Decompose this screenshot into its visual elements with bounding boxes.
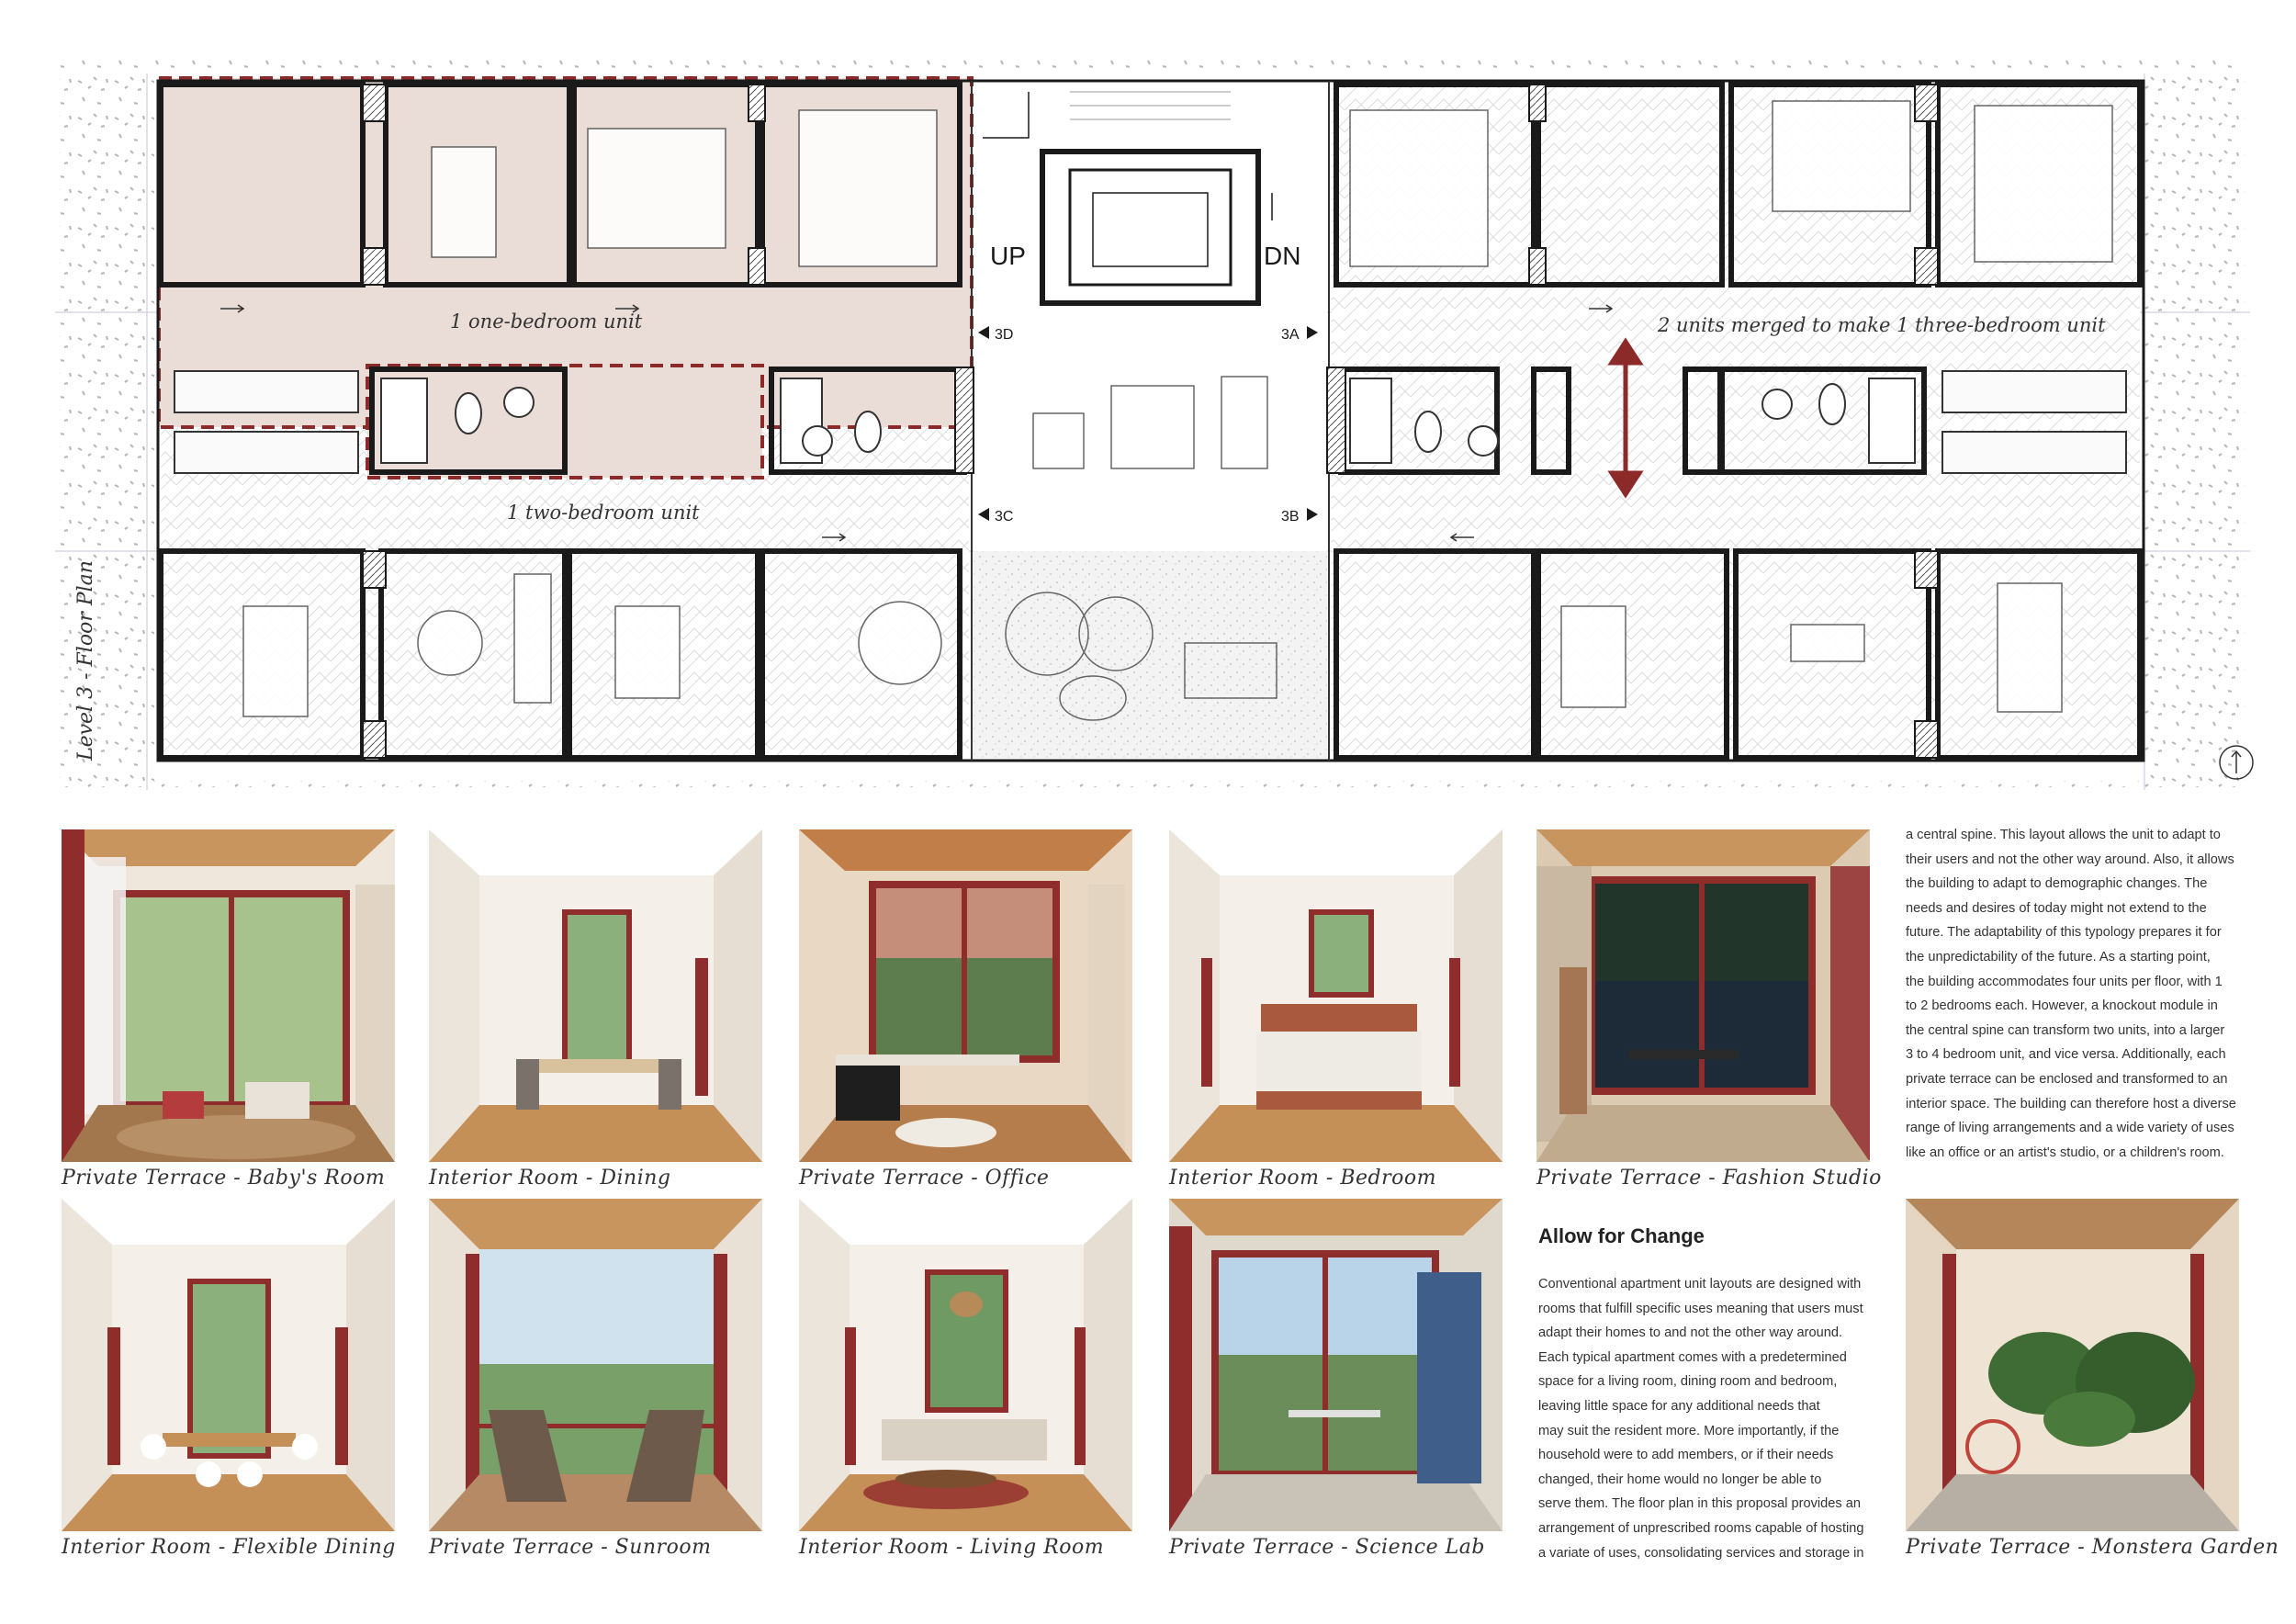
unit-tag-3a: 3A <box>1281 327 1300 343</box>
floor-plan <box>0 0 2296 808</box>
body-text-col-1 <box>1538 1272 1874 1565</box>
text-line: future. The adaptability of this typology prepares it for <box>1906 925 2222 941</box>
text-line: household were to add members, or if their needs <box>1538 1448 1834 1463</box>
caption-flexible-dining: Interior Room - Flexible Dining <box>62 1536 396 1559</box>
caption-fashion-studio: Private Terrace - Fashion Studio <box>1536 1167 1882 1190</box>
caption-monstera-garden: Private Terrace - Monstera Garden <box>1906 1536 2279 1559</box>
text-line: 3 to 4 bedroom unit, and vice versa. Additionally, each <box>1906 1047 2226 1063</box>
rendering-monstera-garden <box>1906 1199 2239 1531</box>
text-line: Conventional apartment unit layouts are designed with <box>1538 1277 1862 1291</box>
caption-science-lab: Private Terrace - Science Lab <box>1169 1536 1485 1559</box>
text-line: changed, their home would no longer be able to <box>1538 1472 1822 1487</box>
rendering-bedroom <box>1169 829 1503 1162</box>
text-line: a variate of uses, consolidating services and storage in <box>1538 1545 1864 1561</box>
text-line: range of living arrangements and a wide variety of uses <box>1906 1121 2234 1136</box>
caption-office: Private Terrace - Office <box>799 1167 1050 1190</box>
rendering-dining <box>429 829 762 1162</box>
rendering-science-lab <box>1169 1199 1503 1531</box>
caption-sunroom: Private Terrace - Sunroom <box>429 1536 712 1559</box>
rendering-living-room <box>799 1199 1132 1531</box>
caption-bedroom: Interior Room - Bedroom <box>1169 1167 1437 1190</box>
text-line: their users and not the other way around. Also, it allows <box>1906 851 2234 867</box>
rendering-flexible-dining <box>62 1199 395 1531</box>
text-line: a central spine. This layout allows the unit to adapt to <box>1906 828 2221 842</box>
text-line: rooms that fulfill specific uses meaning that users must <box>1538 1301 1863 1316</box>
rendering-fashion-studio <box>1536 829 1870 1162</box>
body-text-col-2 <box>1906 823 2241 1165</box>
text-line: needs and desires of today might not extend to the <box>1906 900 2207 916</box>
text-line: the central spine can transform two units, into a larger <box>1906 1022 2225 1038</box>
annotation-two-bedroom: 1 two-bedroom unit <box>507 502 700 524</box>
caption-living-room: Interior Room - Living Room <box>799 1536 1105 1559</box>
text-line: arrangement of unprescribed rooms capable of hosting <box>1538 1520 1864 1536</box>
text-line: adapt their homes to and not the other way around. <box>1538 1325 1843 1341</box>
rendering-sunroom <box>429 1199 762 1531</box>
caption-babys-room: Private Terrace - Baby's Room <box>62 1167 386 1190</box>
text-line: the unpredictability of the future. As a starting point, <box>1906 949 2211 964</box>
plan-title: Level 3 - Floor Plan <box>74 560 97 761</box>
text-line: may suit the resident more. More importantly, if the <box>1538 1423 1840 1438</box>
section-heading: Allow for Change <box>1538 1224 1705 1247</box>
text-line: like an office or an artist's studio, or a children's room. <box>1906 1145 2224 1160</box>
text-line: private terrace can be enclosed and transformed to an <box>1906 1071 2228 1087</box>
stair-down-label: DN <box>1264 242 1301 270</box>
text-line: space for a living room, dining room and bedroom, <box>1538 1374 1838 1390</box>
rendering-babys-room <box>62 829 395 1162</box>
text-line: the building to adapt to demographic changes. The <box>1906 876 2208 892</box>
text-line: Each typical apartment comes with a predetermined <box>1538 1349 1847 1365</box>
text-line: serve them. The floor plan in this proposal provides an <box>1538 1496 1861 1512</box>
stair-up-label: UP <box>990 242 1026 270</box>
annotation-merged: 2 units merged to make 1 three-bedroom unit <box>1658 314 2106 336</box>
text-line: interior space. The building can therefore host a diverse <box>1906 1096 2236 1111</box>
unit-tag-3b: 3B <box>1281 509 1300 524</box>
unit-tag-3d: 3D <box>995 327 1014 343</box>
caption-dining: Interior Room - Dining <box>429 1167 671 1190</box>
text-line: to 2 bedrooms each. However, a knockout module in <box>1906 998 2218 1014</box>
rendering-office <box>799 829 1132 1162</box>
text-line: leaving little space for any additional needs that <box>1538 1398 1820 1414</box>
unit-tag-3c: 3C <box>995 509 1014 524</box>
annotation-one-bedroom: 1 one-bedroom unit <box>450 310 643 333</box>
text-line: the building accommodates four units per floor, with 1 <box>1906 974 2223 989</box>
